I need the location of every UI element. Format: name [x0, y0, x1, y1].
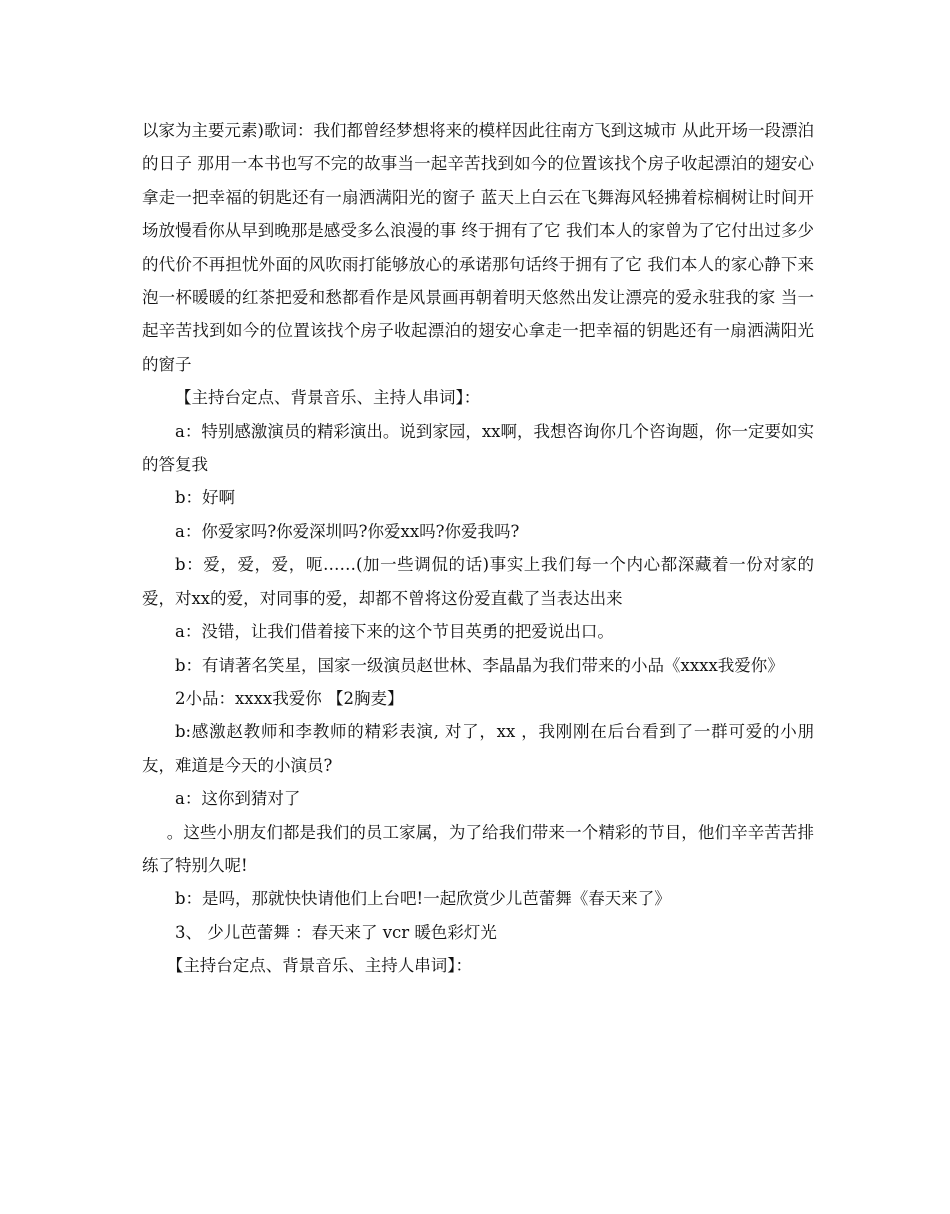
section-heading: 【主持台定点、背景音乐、主持人串词】： — [166, 956, 472, 976]
dialogue-line: a：特别感激演员的精彩演出。说到家园，xx啊，我想咨询你几个咨询题，你一定要如实的答复我 — [142, 421, 814, 475]
dialogue-continuation: 。这些小朋友们都是我们的员工家属，为了给我们带来一个精彩的节目，他们辛辛苦苦排练了特别久呢! — [142, 822, 814, 875]
document-body — [142, 114, 814, 983]
lyrics-paragraph: 以家为主要元素)歌词：我们都曾经梦想将来的模样因此往南方飞到这城市 从此开场一段漂泊的日子 那用一本书也写不完的故事当一起辛苦找到如今的位置该找个房子收起漂泊的翅安心拿走一把幸福的钥匙还有一扇洒满阳光的窗子 蓝天上白云在飞舞海风轻拂着棕榈树让时间开场放慢看你从早到晚那是感受多么浪漫的事 终于拥有了它 我们本人的家曾为了它付出过多少的代价不再担忧外面的风吹雨打能够放心的承诺那句话终于拥有了它 我们本人的家心静下来泡一杯暖暖的红茶把爱和愁都看作是风景画再朝着明天悠然出发让漂亮的爱永驻我的家 当一起辛苦找到如今的位置该找个房子收起漂泊的翅安心拿走一把幸福的钥匙还有一扇洒满阳光的窗子 — [142, 121, 814, 374]
dialogue-line: a：没错，让我们借着接下来的这个节目英勇的把爱说出口。 — [175, 622, 614, 642]
dialogue-line: b:感激赵教师和李教师的精彩表演, 对了，xx ，我刚刚在后台看到了一群可爱的小朋友，难道是今天的小演员? — [142, 722, 814, 775]
dialogue-line: a：这你到猜对了 — [175, 789, 301, 809]
dialogue-line: b：爱，爱，爱，呃……(加一些调侃的话)事实上我们每一个内心都深藏着一份对家的爱，对xx的爱，对同事的爱，却都不曾将这份爱直截了当表达出来 — [142, 555, 814, 608]
dialogue-line: b：是吗，那就快快请他们上台吧!一起欣赏少儿芭蕾舞《春天来了》 — [175, 889, 671, 909]
program-item: 3、 少儿芭蕾舞 ：春天来了 vcr 暖色彩灯光 — [175, 922, 497, 942]
program-item: 2小品：xxxx我爱你 【2胸麦】 — [175, 688, 404, 708]
dialogue-line: b：好啊 — [175, 488, 236, 508]
dialogue-line: a：你爱家吗?你爱深圳吗?你爱xx吗?你爱我吗? — [175, 521, 520, 541]
section-heading: 【主持台定点、背景音乐、主持人串词】： — [175, 388, 481, 408]
dialogue-line: b：有请著名笑星，国家一级演员赵世林、李晶晶为我们带来的小品《xxxx我爱你》 — [175, 655, 784, 675]
